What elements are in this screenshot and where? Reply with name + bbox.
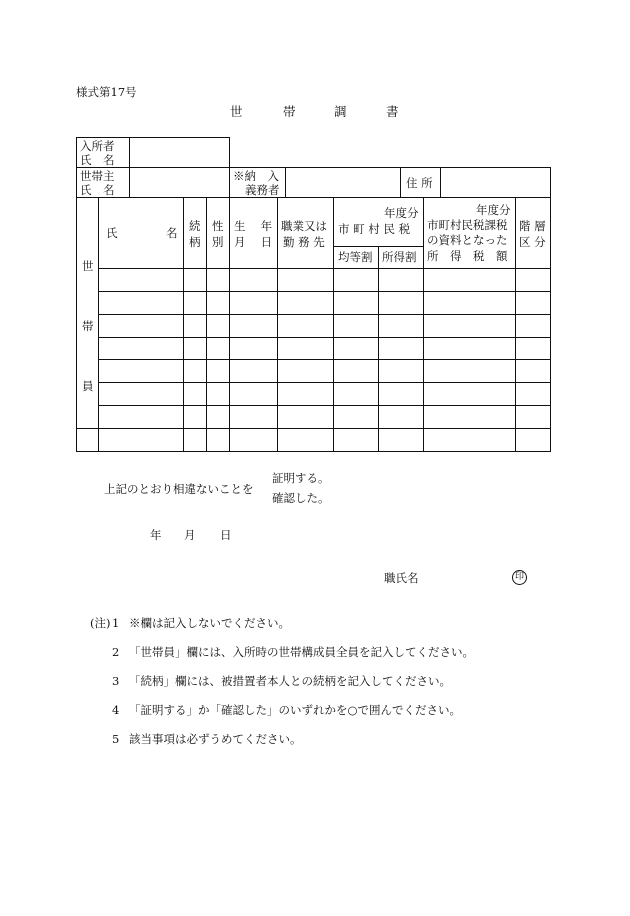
label-nyushosha-1: 入所者 — [80, 139, 115, 153]
title-char-2: 帯 — [283, 104, 296, 119]
title-char-3: 調 — [334, 104, 347, 119]
label-gimusha-1: ※納 入 — [233, 169, 279, 183]
label-nyushosha-2: 氏 名 — [80, 153, 115, 167]
label-setaiin-1: 世 — [82, 259, 94, 273]
title-char-1: 世 — [230, 104, 243, 119]
col-kintowari: 均等割 — [338, 250, 373, 264]
label-gimusha-2: 義務者 — [245, 183, 280, 197]
cert-option-confirm: 確認した。 — [272, 491, 330, 505]
col-job-2: 勤 務 先 — [283, 235, 325, 249]
col-seibetsu-2: 別 — [212, 235, 224, 249]
col-base-3: 所 得 税 額 — [427, 249, 508, 263]
note-text: 「続柄」欄には、被措置者本人との続柄を記入してください。 — [129, 674, 451, 688]
col-tax-name: 市 町 村 民 税 — [338, 222, 411, 236]
label-setainushi-2: 氏 名 — [80, 183, 115, 197]
col-tax-year: 年度分 — [384, 206, 419, 220]
note-number: 5 — [112, 732, 120, 746]
col-shotokuwari: 所得割 — [382, 250, 417, 264]
label-setaiin-2: 帯 — [82, 319, 94, 333]
col-birth-1: 生 年 — [234, 219, 273, 233]
official-name-label: 職氏名 — [384, 571, 419, 585]
col-base-2: の資料となった — [427, 233, 508, 247]
note-text: 「世帯員」欄には、入所時の世帯構成員全員を記入してください。 — [129, 645, 474, 659]
col-base-year: 年度分 — [476, 203, 511, 217]
seal-mark: 印 — [512, 570, 527, 585]
cert-lead: 上記のとおり相違ないことを — [104, 482, 254, 496]
col-name-a: 氏 — [106, 226, 118, 240]
cert-option-prove: 証明する。 — [272, 471, 330, 485]
col-class-1: 階 層 — [519, 219, 546, 233]
col-class-2: 区 分 — [519, 235, 546, 249]
label-jusho: 住 所 — [406, 176, 433, 190]
title-char-4: 書 — [386, 104, 399, 119]
date-year: 年 — [150, 528, 162, 542]
col-zokugara-2: 柄 — [189, 235, 201, 249]
col-name-b: 名 — [166, 226, 178, 240]
col-birth-2: 月 日 — [234, 235, 273, 249]
note-number: 2 — [112, 645, 120, 659]
col-base-1: 市町村民税課税 — [427, 218, 508, 232]
note-text: 「証明する」か「確認した」のいずれかを○で囲んでください。 — [129, 703, 462, 717]
note-number: 1 — [112, 616, 120, 630]
notes-prefix: (注) — [90, 616, 111, 630]
col-job-1: 職業又は — [281, 219, 327, 233]
label-setaiin-3: 員 — [82, 379, 94, 393]
label-setainushi-1: 世帯主 — [80, 169, 115, 183]
date-day: 日 — [220, 528, 232, 542]
note-text: 該当事項は必ずうめてください。 — [129, 732, 302, 746]
note-number: 4 — [112, 703, 120, 717]
form-number: 様式第17号 — [76, 85, 137, 99]
col-zokugara-1: 続 — [189, 219, 201, 233]
note-text: ※欄は記入しないでください。 — [129, 616, 290, 630]
col-seibetsu-1: 性 — [212, 219, 224, 233]
date-month: 月 — [184, 528, 196, 542]
note-number: 3 — [112, 674, 120, 688]
